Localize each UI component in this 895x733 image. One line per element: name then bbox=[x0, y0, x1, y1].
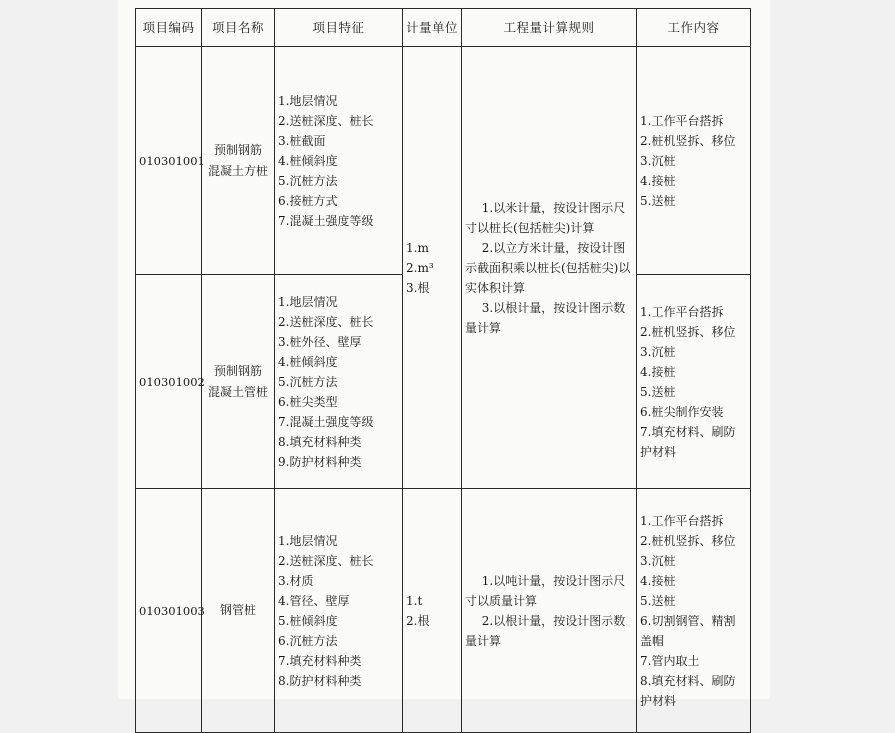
work-item: 6.桩尖制作安装 bbox=[640, 404, 724, 419]
work-item: 8.填充材料、刷防护材料 bbox=[640, 673, 736, 708]
feature-item: 5.沉桩方法 bbox=[278, 173, 338, 188]
unit-item: 3.根 bbox=[406, 280, 430, 295]
header-name: 项目名称 bbox=[202, 9, 275, 47]
item-code: 010301002 bbox=[136, 275, 202, 489]
unit-item: 1.t bbox=[406, 593, 423, 608]
table-row bbox=[136, 489, 751, 733]
header-rule: 工程量计算规则 bbox=[462, 9, 637, 47]
item-name-line: 预制钢筋 bbox=[213, 142, 262, 157]
work-item: 5.送桩 bbox=[640, 384, 676, 399]
measure-unit bbox=[403, 47, 462, 489]
table-header-row bbox=[136, 9, 751, 47]
feature-item: 2.送桩深度、桩长 bbox=[278, 113, 374, 128]
feature-item: 5.沉桩方法 bbox=[278, 374, 338, 389]
work-content bbox=[637, 47, 751, 275]
item-name bbox=[202, 275, 275, 489]
header-code: 项目编码 bbox=[136, 9, 202, 47]
measure-unit bbox=[403, 489, 462, 733]
item-name bbox=[202, 47, 275, 275]
feature-item: 3.桩截面 bbox=[278, 133, 326, 148]
work-item: 6.切割钢管、精割盖帽 bbox=[640, 613, 736, 648]
work-item: 7.填充材料、刷防护材料 bbox=[640, 424, 736, 459]
feature-item: 6.沉桩方法 bbox=[278, 633, 338, 648]
header-features: 项目特征 bbox=[275, 9, 403, 47]
work-item: 4.接桩 bbox=[640, 364, 676, 379]
work-item: 2.桩机竖拆、移位 bbox=[640, 324, 736, 339]
work-item: 3.沉桩 bbox=[640, 553, 676, 568]
rule-item: 1.以吨计量，按设计图示尺寸以质量计算 bbox=[465, 573, 626, 608]
rule-item: 2.以根计量，按设计图示数量计算 bbox=[465, 613, 626, 648]
work-item: 3.沉桩 bbox=[640, 153, 676, 168]
work-item: 7.管内取土 bbox=[640, 653, 700, 668]
unit-item: 1.m bbox=[406, 240, 429, 255]
feature-item: 1.地层情况 bbox=[278, 93, 338, 108]
work-item: 5.送桩 bbox=[640, 593, 676, 608]
work-item: 1.工作平台搭拆 bbox=[640, 513, 724, 528]
item-code: 010301003 bbox=[136, 489, 202, 733]
feature-item: 4.桩倾斜度 bbox=[278, 354, 338, 369]
work-item: 4.接桩 bbox=[640, 573, 676, 588]
calc-rule bbox=[462, 47, 637, 489]
feature-item: 7.混凝土强度等级 bbox=[278, 414, 374, 429]
feature-item: 2.送桩深度、桩长 bbox=[278, 314, 374, 329]
item-features bbox=[275, 489, 403, 733]
feature-item: 5.桩倾斜度 bbox=[278, 613, 338, 628]
feature-item: 3.材质 bbox=[278, 573, 314, 588]
calc-rule bbox=[462, 489, 637, 733]
header-work: 工作内容 bbox=[637, 9, 751, 47]
item-features bbox=[275, 275, 403, 489]
unit-item: 2.根 bbox=[406, 613, 430, 628]
table-row bbox=[136, 47, 751, 275]
feature-item: 7.混凝土强度等级 bbox=[278, 213, 374, 228]
header-unit: 计量单位 bbox=[403, 9, 462, 47]
unit-item: 2.m³ bbox=[406, 260, 434, 275]
feature-item: 7.填充材料种类 bbox=[278, 653, 362, 668]
feature-item: 1.地层情况 bbox=[278, 294, 338, 309]
rule-item: 2.以立方米计量，按设计图示截面积乘以桩长(包括桩尖)以实体积计算 bbox=[465, 240, 631, 295]
work-item: 1.工作平台搭拆 bbox=[640, 304, 724, 319]
feature-item: 9.防护材料种类 bbox=[278, 454, 362, 469]
item-code: 010301001 bbox=[136, 47, 202, 275]
item-name-line: 混凝土方桩 bbox=[207, 163, 268, 178]
work-item: 2.桩机竖拆、移位 bbox=[640, 533, 736, 548]
item-name-line: 混凝土管桩 bbox=[207, 384, 268, 399]
feature-item: 4.管径、壁厚 bbox=[278, 593, 350, 608]
work-item: 4.接桩 bbox=[640, 173, 676, 188]
feature-item: 3.桩外径、壁厚 bbox=[278, 334, 362, 349]
work-item: 2.桩机竖拆、移位 bbox=[640, 133, 736, 148]
work-item: 1.工作平台搭拆 bbox=[640, 113, 724, 128]
rule-item: 1.以米计量，按设计图示尺寸以桩长(包括桩尖)计算 bbox=[465, 200, 626, 235]
work-item: 3.沉桩 bbox=[640, 344, 676, 359]
rule-item: 3.以根计量，按设计图示数量计算 bbox=[465, 300, 626, 335]
item-name bbox=[202, 489, 275, 733]
item-name-line: 钢管桩 bbox=[219, 603, 256, 617]
feature-item: 2.送桩深度、桩长 bbox=[278, 553, 374, 568]
feature-item: 4.桩倾斜度 bbox=[278, 153, 338, 168]
feature-item: 8.填充材料种类 bbox=[278, 434, 362, 449]
work-item: 5.送桩 bbox=[640, 193, 676, 208]
work-content bbox=[637, 489, 751, 733]
feature-item: 8.防护材料种类 bbox=[278, 673, 362, 688]
feature-item: 6.桩尖类型 bbox=[278, 394, 338, 409]
item-features bbox=[275, 47, 403, 275]
item-name-line: 预制钢筋 bbox=[213, 363, 262, 378]
feature-item: 6.接桩方式 bbox=[278, 193, 338, 208]
feature-item: 1.地层情况 bbox=[278, 533, 338, 548]
pile-spec-table bbox=[135, 8, 751, 733]
work-content bbox=[637, 275, 751, 489]
